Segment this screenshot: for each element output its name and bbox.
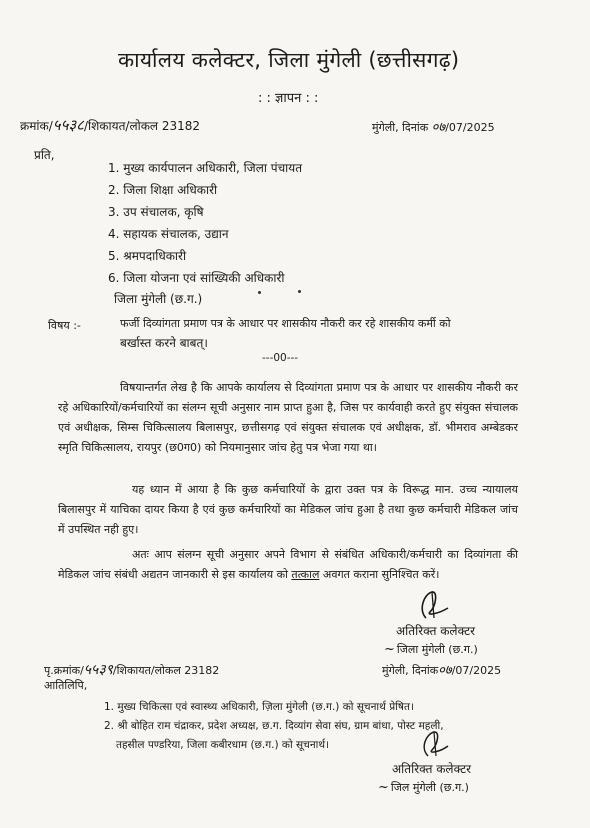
signature-1 bbox=[408, 588, 468, 624]
scan-speck bbox=[258, 291, 261, 294]
copy-item-2-continued: तहसील पण्डरिया, जिला कबीरधाम (छ.ग.) को सूचनार्थ। bbox=[116, 739, 330, 751]
signatory-location-2: ~ जिल मुंगेली (छ.ग.) bbox=[378, 780, 469, 795]
memo-label: : : ज्ञापन : : bbox=[258, 91, 319, 106]
subject-line-2: बर्खास्त करने बाबत्। bbox=[120, 336, 208, 350]
recipient-item: 2. जिला शिक्षा अधिकारी bbox=[108, 183, 218, 197]
place-date-prefix: मुंगेली, दिनांक bbox=[372, 121, 429, 134]
recipient-item: 1. मुख्य कार्यपालन अधिकारी, जिला पंचायत bbox=[108, 161, 303, 175]
body-paragraph-2 bbox=[58, 480, 518, 540]
scan-speck bbox=[298, 290, 301, 293]
emphasis-immediately: तत्काल bbox=[291, 568, 320, 581]
separator: ---00--- bbox=[262, 352, 299, 364]
date-suffix: /07/2025 bbox=[445, 121, 495, 134]
ref-prefix: क्रमांक/ bbox=[20, 119, 53, 133]
copy-item-2: 2. श्री बोहित राम चंद्राकर, प्रदेश अध्यक्ष, छ.ग. दिव्यांग सेवा संघ, ग्राम बांधा, पोस्ट महली, bbox=[104, 720, 444, 732]
copy-item-1: 1. मुख्य चिकित्सा एवं स्वास्थ्य अधिकारी, ज़िला मुंगेली (छ.ग.) को सूचनार्थ प्रेषित। bbox=[104, 701, 414, 713]
date-day-handwritten-2: ०७ bbox=[438, 663, 452, 678]
subject-line-1: फर्जी दिव्यांगता प्रमाण पत्र के आधार पर शासकीय नौकरी कर रहे शासकीय कर्मी को bbox=[120, 317, 451, 330]
body-paragraph-3 bbox=[58, 545, 518, 585]
subject-label: विषय :- bbox=[48, 319, 81, 332]
recipient-item: 6. जिला योजना एवं सांख्यिकी अधिकारी bbox=[108, 271, 285, 285]
body-paragraph-3-text: अतः आप संलग्न सूची अनुसार अपने विभाग से संबंधित अधिकारी/कर्मचारी का दिव्यांगता की मेडिकल जांच संबंधी अद्यतन जानकारी से इस कार्यालय को bbox=[58, 548, 518, 581]
ref2-prefix: पृ.क्रमांक/ bbox=[44, 664, 84, 677]
ref-number-handwritten: ५५३८ bbox=[52, 116, 84, 134]
body-paragraph-2-text: यह ध्यान में आया है कि कुछ कर्मचारियों के द्वारा उक्त पत्र के विरूद्ध मान. उच्च न्यायालय बिलासपुर में याचिका दायर किया है एवं कुछ कर्मचारियों का मेडिकल जांच हुआ है तथा कुछ कर्मचारी मेडिकल जांच में उपस्थित नही हुए। bbox=[58, 483, 518, 536]
recipient-location: जिला मुंगेली (छ.ग.) bbox=[114, 292, 203, 306]
ref2-suffix: /शिकायत/लोकल 23182 bbox=[112, 664, 220, 677]
office-title: कार्यालय कलेक्टर, जिला मुंगेली (छत्तीसगढ़) bbox=[118, 48, 460, 72]
signatory-designation-2: अतिरिक्त कलेक्टर bbox=[392, 762, 472, 776]
ref2-number-handwritten: ५५३९ bbox=[83, 662, 113, 678]
reference-line-2 bbox=[44, 660, 219, 679]
date-suffix-2: /07/2025 bbox=[451, 664, 502, 677]
signatory-location-1: ~ जिला मुंगेली (छ.ग.) bbox=[384, 642, 478, 657]
body-paragraph-3-end: अवगत कराना सुनिश्चित करें। bbox=[319, 568, 440, 581]
ref-suffix: /शिकायत/लोकल 23182 bbox=[83, 119, 201, 133]
recipient-item: 3. उप संचालक, कृषि bbox=[108, 205, 204, 219]
reference-line bbox=[20, 115, 200, 135]
to-label: प्रति, bbox=[34, 148, 55, 162]
signatory-designation-1: अतिरिक्त कलेक्टर bbox=[396, 624, 476, 638]
body-paragraph-1 bbox=[58, 378, 518, 458]
recipient-item: 4. सहायक संचालक, उद्यान bbox=[108, 227, 229, 241]
signatory-location-1-text: जिला मुंगेली (छ.ग.) bbox=[396, 643, 478, 656]
date-day-handwritten: ०७ bbox=[431, 120, 446, 135]
reference-date-2 bbox=[382, 660, 501, 678]
place-date-prefix-2: मुंगेली, दिनांक bbox=[382, 664, 439, 677]
body-paragraph-1-text: विषयान्तर्गत लेख है कि आपके कार्यालय से दिव्यांगता प्रमाण पत्र के आधार पर शासकीय नौकरी कर रहे अधिकारियों/कर्मचारियों का संलग्न सूची अनुसार नाम प्राप्त हुआ है, जिस पर कार्यवाही करते हुए संयुक्त संचालक एवं अधीक्षक, सिम्स चिकित्सालय बिलासपुर, छत्तीसगढ़ एवं संयुक्त संचालक एवं अधीक्षक, डॉ. भीमराव अम्बेडकर स्मृति चिकित्सालय, रायपुर (छ0ग0) को नियमानुसार जांच हेतु पत्र भेजा गया था। bbox=[58, 381, 518, 454]
recipient-item: 5. श्रमपदाधिकारी bbox=[108, 249, 187, 263]
reference-date bbox=[372, 117, 495, 135]
copy-label: आतिलिपि, bbox=[44, 679, 88, 692]
signatory-location-2-text: जिल मुंगेली (छ.ग.) bbox=[390, 781, 469, 794]
signature-2 bbox=[414, 728, 464, 762]
recipient-list bbox=[108, 157, 302, 289]
